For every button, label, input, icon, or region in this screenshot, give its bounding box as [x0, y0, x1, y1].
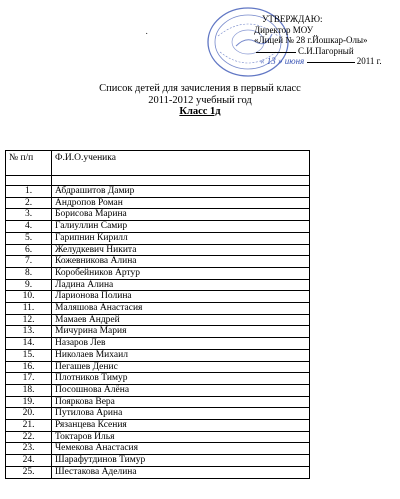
- row-student-name: Шарафутдинов Тимур: [52, 455, 310, 467]
- row-student-name: Гарипнин Кирилл: [52, 232, 310, 244]
- row-student-name: Маляшова Анастасия: [52, 303, 310, 315]
- document-title: Список детей для зачисления в первый класс: [99, 83, 301, 94]
- table-row: [6, 244, 310, 256]
- table-row: [6, 209, 310, 221]
- row-number: 18.: [6, 384, 52, 396]
- table-row: [6, 221, 310, 233]
- table-row: [6, 466, 310, 478]
- table-row: [6, 197, 310, 209]
- row-number: 10.: [6, 291, 52, 303]
- row-student-name: Рязанцева Ксения: [52, 420, 310, 432]
- stray-mark: ˙: [145, 32, 149, 43]
- row-number: 12.: [6, 314, 52, 326]
- row-student-name: Абдрашитов Дамир: [52, 186, 310, 198]
- row-student-name: Мичурина Мария: [52, 326, 310, 338]
- table-body: [6, 176, 310, 479]
- row-number: 22.: [6, 431, 52, 443]
- approval-director-name: С.И.Пагорный: [298, 45, 354, 56]
- row-number: 24.: [6, 455, 52, 467]
- row-student-name: Ларионова Полина: [52, 291, 310, 303]
- table-row: [6, 232, 310, 244]
- table-row: [6, 408, 310, 420]
- table-row: [6, 303, 310, 315]
- row-number: 4.: [6, 221, 52, 233]
- row-number: 23.: [6, 443, 52, 455]
- row-student-name: Чемекова Анастасия: [52, 443, 310, 455]
- approval-year: 2011 г.: [356, 56, 382, 66]
- row-student-name: Назаров Лев: [52, 338, 310, 350]
- table-row: [6, 326, 310, 338]
- row-number: 15.: [6, 349, 52, 361]
- row-student-name: Плотников Тимур: [52, 373, 310, 385]
- table-header-row: [6, 151, 310, 176]
- row-student-name: Коробейников Артур: [52, 267, 310, 279]
- table-row: [6, 279, 310, 291]
- row-student-name: Мамаев Андрей: [52, 314, 310, 326]
- document-heading: [0, 83, 400, 118]
- table-row: [6, 291, 310, 303]
- row-student-name: Шестакова Аделина: [52, 466, 310, 478]
- table-row: [6, 314, 310, 326]
- row-student-name: Андропов Роман: [52, 197, 310, 209]
- table-row: [6, 349, 310, 361]
- table-row: [6, 267, 310, 279]
- row-number: 14.: [6, 338, 52, 350]
- row-number: 25.: [6, 466, 52, 478]
- row-number: 9.: [6, 279, 52, 291]
- row-number: 3.: [6, 209, 52, 221]
- row-number: 7.: [6, 256, 52, 268]
- row-number: 20.: [6, 408, 52, 420]
- row-student-name: Ладина Алина: [52, 279, 310, 291]
- row-number: 11.: [6, 303, 52, 315]
- row-student-name: Посошнова Алёна: [52, 384, 310, 396]
- class-title: Класс 1д: [179, 106, 221, 117]
- row-student-name: Путилова Арина: [52, 408, 310, 420]
- row-student-name: Токтаров Илья: [52, 431, 310, 443]
- table-row: [6, 384, 310, 396]
- approval-date-line: [238, 56, 398, 67]
- row-student-name: Борисова Марина: [52, 209, 310, 221]
- table-row: [6, 420, 310, 432]
- row-student-name: Пегашев Денис: [52, 361, 310, 373]
- row-number: 8.: [6, 267, 52, 279]
- row-number: 19.: [6, 396, 52, 408]
- approval-block: [238, 14, 398, 67]
- row-student-name: Желудкевич Никита: [52, 244, 310, 256]
- row-student-name: Николаев Михаил: [52, 349, 310, 361]
- table-row: [6, 396, 310, 408]
- row-number: 5.: [6, 232, 52, 244]
- signature-blank: [256, 52, 296, 53]
- row-number: 2.: [6, 197, 52, 209]
- approval-date: « 13 » июня: [260, 56, 305, 66]
- row-number: 13.: [6, 326, 52, 338]
- row-number: 17.: [6, 373, 52, 385]
- approval-signature-line: [238, 46, 398, 57]
- table-row: [6, 186, 310, 198]
- row-number: 16.: [6, 361, 52, 373]
- table-row: [6, 338, 310, 350]
- row-number: 21.: [6, 420, 52, 432]
- header-number: № п/п: [6, 151, 52, 176]
- row-number: 1.: [6, 186, 52, 198]
- table-row-empty: [6, 176, 310, 186]
- school-year: 2011-2012 учебный год: [148, 94, 252, 106]
- approval-title: УТВЕРЖДАЮ:: [262, 14, 323, 24]
- student-table: [5, 150, 310, 479]
- approval-organization: «Лицей № 28 г.Йошкар-Олы»: [254, 35, 368, 45]
- table-row: [6, 455, 310, 467]
- row-student-name: Кожевникова Алина: [52, 256, 310, 268]
- header-student-name: Ф.И.О.ученика: [52, 151, 310, 176]
- table-row: [6, 443, 310, 455]
- table-row: [6, 256, 310, 268]
- table-row: [6, 361, 310, 373]
- row-number: 6.: [6, 244, 52, 256]
- row-student-name: Галиуллин Самир: [52, 221, 310, 233]
- date-underline: [307, 62, 355, 63]
- row-student-name: Пояркова Вера: [52, 396, 310, 408]
- table-row: [6, 373, 310, 385]
- approval-position: Директор МОУ: [254, 24, 314, 35]
- table-row: [6, 431, 310, 443]
